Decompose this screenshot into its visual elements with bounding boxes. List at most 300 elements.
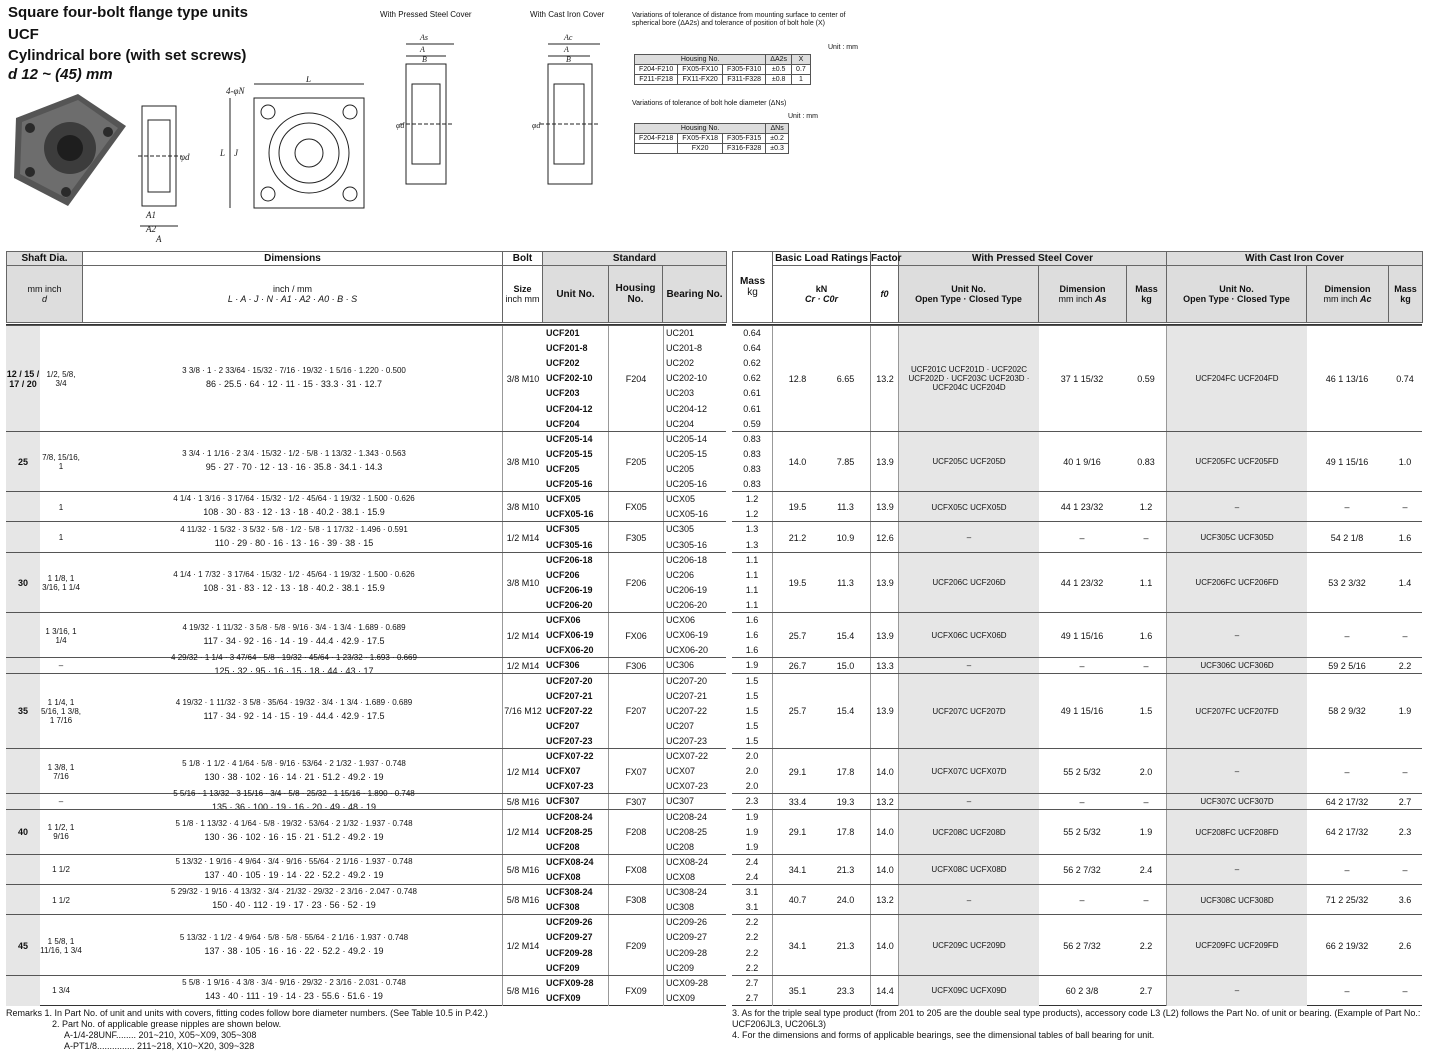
- mass-kg: 1.9: [745, 811, 759, 822]
- unit-no: UCF205-15: [546, 448, 593, 459]
- group-block-left: [6, 854, 726, 885]
- load-cr: 35.1: [772, 976, 822, 1006]
- housing-no: FX08: [608, 855, 664, 885]
- load-cor: 21.3: [836, 864, 855, 875]
- shaft-mm: [6, 885, 40, 915]
- load-cr: 25.7: [772, 613, 822, 658]
- left-table-header: Shaft Dia. Dimensions Bolt Standard mm inch d inch / mm L · A · J · N · A1 · A2 · A0 · B · S Size inch mm Unit No. Housing No. Bearing No.: [6, 251, 727, 323]
- shaft-mm: [6, 794, 40, 809]
- tolerance1-title: Variations of tolerance of distance from mounting surface to center of spherical bore (ΔA2s) and tolerance of position of bolt hole (X): [632, 12, 846, 27]
- pressed-caption: With Pressed Steel Cover: [380, 10, 472, 19]
- dims-mm: 135 · 36 · 100 · 19 · 16 · 20 · 49 · 48 · 19: [211, 801, 377, 812]
- cast-dim: 49 1 15/16: [1325, 456, 1369, 467]
- cast-dim: –: [1344, 864, 1350, 875]
- mass-kg: 2.2: [745, 962, 759, 973]
- bearing-no: UC305: [666, 524, 695, 535]
- mass-kg: 1.3: [745, 524, 759, 535]
- dims-inch: 5 13/32 · 1 9/16 · 4 9/64 · 3/4 · 9/16 · 55/64 · 2 1/16 · 1.937 · 0.748: [175, 856, 413, 866]
- shaft-inch: 1 3/16, 1 1/4: [45, 626, 77, 645]
- mass-kg: 2.7: [745, 992, 759, 1003]
- housing-no: F209: [608, 915, 664, 975]
- svg-text:Ac: Ac: [564, 33, 573, 42]
- bolt-size: 1/2 M14: [502, 522, 543, 552]
- unit-no: UCFX09-28: [546, 977, 594, 988]
- pressed-unit-no: UCFX06C UCFX06D: [898, 613, 1039, 658]
- factor-f0: 14.0: [870, 810, 899, 855]
- unit-no: UCFX06-19: [546, 630, 594, 641]
- shaft-mm: 40: [6, 810, 40, 855]
- bolt-size: 5/8 M16: [502, 855, 543, 885]
- group-block-right: [732, 914, 1422, 975]
- dimensions-header: Dimensions: [83, 252, 503, 266]
- mass-kg: 1.5: [745, 690, 759, 701]
- shaft-inch: 1 1/4, 1 5/16, 1 3/8, 1 7/16: [40, 697, 82, 725]
- cast-dim: 59 2 5/16: [1328, 660, 1366, 671]
- load-cor: 17.8: [836, 827, 855, 838]
- load-cor: 6.65: [836, 373, 855, 384]
- unit-no: UCF208-25: [546, 826, 593, 837]
- pressed-dim: –: [1079, 660, 1085, 671]
- dims-mm: 125 · 32 · 95 · 16 · 15 · 18 · 44 · 43 · 17: [214, 665, 374, 676]
- unit-no: UCF204: [546, 418, 580, 429]
- housing-no: F207: [608, 674, 664, 750]
- cast-mass: –: [1402, 864, 1408, 875]
- unit-no: UCF206-18: [546, 554, 593, 565]
- dims-inch: 5 5/16 · 1 13/32 · 3 15/16 · 3/4 · 5/8 · 25/32 · 1 15/16 · 1.890 · 0.748: [173, 789, 415, 798]
- group-block-left: [6, 975, 726, 1006]
- pressed-unit-no: UCFX08C UCFX08D: [898, 855, 1039, 885]
- group-block-left: [6, 914, 726, 975]
- bolt-size: 1/2 M14: [502, 810, 543, 855]
- pressed-mass: 1.1: [1139, 577, 1153, 588]
- unit-no: UCF307: [546, 796, 580, 807]
- factor-f0: 14.4: [870, 976, 899, 1006]
- svg-text:A: A: [564, 45, 569, 54]
- factor-f0: 13.2: [870, 326, 899, 432]
- pressed-dim: 56 2 7/32: [1063, 940, 1101, 951]
- mass-kg: 2.0: [745, 766, 759, 777]
- mass-kg: 1.1: [745, 569, 759, 580]
- bolt-size: 5/8 M16: [502, 885, 543, 915]
- pressed-unit-no: –: [898, 794, 1039, 809]
- load-cr: 19.5: [772, 492, 822, 522]
- shaft-mm: [6, 976, 40, 1006]
- dims-inch: 4 11/32 · 1 5/32 · 3 5/32 · 5/8 · 1/2 · 5/8 · 1 17/32 · 1.496 · 0.591: [180, 524, 408, 534]
- unit-no: UCFX09: [546, 992, 581, 1003]
- housing-no: F205: [608, 432, 664, 492]
- bearing-no: UC208-24: [666, 811, 708, 822]
- bore-type: Cylindrical bore (with set screws): [8, 47, 247, 64]
- shaft-mm: [6, 855, 40, 885]
- pressed-mass: –: [1143, 895, 1149, 906]
- cast-dim: –: [1344, 985, 1350, 996]
- pressed-mass: 2.0: [1139, 766, 1153, 777]
- pressed-unit-no: UCF201C UCF201D · UCF202C UCF202D · UCF203C UCF203D · UCF204C UCF204D: [898, 326, 1039, 432]
- pressed-unit-no: UCFX09C UCFX09D: [898, 976, 1039, 1006]
- left-table-body: [6, 324, 726, 1006]
- svg-text:A2: A2: [146, 224, 156, 234]
- shaft-inch: 1 1/8, 1 3/16, 1 1/4: [42, 573, 80, 592]
- pressed-mass: 1.5: [1139, 706, 1153, 717]
- mass-kg: 1.2: [745, 494, 759, 505]
- dims-mm: 108 · 30 · 83 · 12 · 13 · 18 · 40.2 · 38.1 · 15.9: [203, 507, 385, 518]
- unit-no: UCFX05: [546, 494, 581, 505]
- load-cr: 33.4: [772, 794, 822, 809]
- unit-no: UCFX07-23: [546, 781, 594, 792]
- factor-f0: 12.6: [870, 522, 899, 552]
- group-block-left: [6, 431, 726, 492]
- unit-no: UCF207: [546, 720, 580, 731]
- pressed-unit-no: UCF208C UCF208D: [898, 810, 1039, 855]
- group-block-left: [6, 491, 726, 522]
- unit-no: UCF308-24: [546, 887, 593, 898]
- shaft-inch: 1: [58, 533, 64, 543]
- factor-f0: 13.9: [870, 553, 899, 613]
- dims-inch: 3 3/4 · 1 1/16 · 2 3/4 · 15/32 · 1/2 · 5/8 · 1 13/32 · 1.343 · 0.563: [182, 448, 406, 458]
- shaft-inch: 1 1/2: [52, 865, 70, 875]
- cast-unit-no: UCF206FC UCF206FD: [1166, 553, 1307, 613]
- bearing-no: UC207-20: [666, 675, 708, 686]
- group-block-right: [732, 521, 1422, 552]
- cast-mass: 2.2: [1398, 660, 1412, 671]
- dims-mm: 108 · 31 · 83 · 12 · 13 · 18 · 40.2 · 38.1 · 15.9: [203, 582, 385, 593]
- factor-f0: 13.3: [870, 658, 899, 673]
- unit-no: UCFX07-22: [546, 751, 594, 762]
- factor-f0: 13.9: [870, 674, 899, 750]
- group-block-left: [6, 521, 726, 552]
- group-block-left: [6, 325, 726, 432]
- cast-dim: 46 1 13/16: [1325, 373, 1369, 384]
- pressed-dim: 44 1 23/32: [1060, 577, 1104, 588]
- load-cor: 11.3: [837, 502, 854, 513]
- load-cor: 17.8: [836, 766, 855, 777]
- cast-mass: 2.6: [1398, 940, 1412, 951]
- unit-no: UCF209-28: [546, 947, 593, 958]
- cast-dim: 64 2 17/32: [1325, 796, 1369, 807]
- unit-no: UCF207-23: [546, 735, 593, 746]
- mass-kg: 1.1: [745, 554, 759, 565]
- pressed-dim: –: [1079, 532, 1085, 543]
- mass-kg: 0.62: [743, 373, 761, 384]
- bearing-no: UCX09-28: [666, 977, 709, 988]
- factor-f0: 13.2: [870, 885, 899, 915]
- cast-unit-no: –: [1166, 976, 1307, 1006]
- pressed-dim: –: [1079, 895, 1085, 906]
- dims-inch: 5 1/8 · 1 1/2 · 4 1/64 · 5/8 · 9/16 · 53/64 · 2 1/32 · 1.937 · 0.748: [182, 758, 406, 768]
- group-block-left: [6, 789, 726, 812]
- cast-unit-no: UCF307C UCF307D: [1166, 794, 1307, 809]
- housing-no: F204: [608, 326, 664, 432]
- mass-kg: 1.1: [745, 584, 759, 595]
- cast-unit-no: UCF205FC UCF205FD: [1166, 432, 1307, 492]
- cast-unit-no: –: [1166, 613, 1307, 658]
- bearing-no: UC205-15: [666, 448, 708, 459]
- pressed-unit-no: –: [898, 885, 1039, 915]
- shaft-inch: 1: [58, 502, 64, 512]
- dims-mm: 143 · 40 · 111 · 19 · 14 · 23 · 55.6 · 51.6 · 19: [205, 990, 383, 1001]
- bolt-header: Bolt: [503, 252, 543, 266]
- bearing-no: UCX06: [666, 615, 696, 626]
- cast-dim: 54 2 1/8: [1330, 532, 1364, 543]
- mass-kg: 0.83: [743, 479, 761, 490]
- pressed-mass: –: [1143, 532, 1149, 543]
- cast-unit-no: UCF207FC UCF207FD: [1166, 674, 1307, 750]
- mass-kg: 1.5: [745, 675, 759, 686]
- load-cr: 25.7: [772, 674, 822, 750]
- svg-text:As: As: [420, 33, 428, 42]
- bearing-no: UC203: [666, 388, 695, 399]
- pressed-dim: 55 2 5/32: [1063, 766, 1101, 777]
- dims-mm: 117 · 34 · 92 · 16 · 14 · 19 · 44.4 · 42.9 · 17.5: [203, 635, 385, 646]
- bearing-no: UC202: [666, 358, 695, 369]
- mass-kg: 1.5: [745, 735, 759, 746]
- load-cor: 21.3: [836, 940, 855, 951]
- unit-no: UCFX05-16: [546, 509, 594, 520]
- pressed-dim: 37 1 15/32: [1060, 373, 1104, 384]
- flange-drawing: [130, 76, 380, 246]
- pressed-dim: 44 1 23/32: [1060, 502, 1104, 513]
- load-cr: 34.1: [772, 855, 822, 885]
- svg-text:φd: φd: [180, 152, 190, 162]
- unit-no: UCFX06: [546, 615, 581, 626]
- cast-mass: 2.3: [1398, 827, 1412, 838]
- pressed-mass: 1.2: [1139, 502, 1153, 513]
- mass-kg: 1.6: [745, 630, 759, 641]
- mass-kg: 0.83: [743, 448, 761, 459]
- dims-inch: 3 3/8 · 1 · 2 33/64 · 15/32 · 7/16 · 19/32 · 1 5/16 · 1.220 · 0.500: [182, 365, 406, 375]
- bearing-no: UCX07: [666, 766, 696, 777]
- dims-mm: 110 · 29 · 80 · 16 · 13 · 16 · 39 · 38 · 15: [214, 537, 374, 548]
- svg-text:φd: φd: [532, 121, 541, 130]
- load-cor: 24.0: [836, 895, 855, 906]
- bearing-no: UC307: [666, 796, 695, 807]
- group-block-right: [732, 884, 1422, 915]
- pressed-mass: 2.7: [1139, 985, 1153, 996]
- bearing-no: UC209-28: [666, 947, 708, 958]
- unit-no: UCF209-26: [546, 917, 593, 928]
- housing-no: F307: [608, 794, 664, 809]
- cast-mass: 1.6: [1398, 532, 1412, 543]
- unit-no: UCF205: [546, 463, 580, 474]
- shaft-mm: [6, 522, 40, 552]
- tolerance2-table: Housing No. ΔNs F204-F218 FX05-FX18 F305-F315 ±0.2 FX20 F316-F328 ±0.3: [634, 123, 789, 154]
- shaft-inch: 1 1/2, 1 9/16: [47, 823, 75, 842]
- group-block-left: [6, 612, 726, 658]
- load-cr: 26.7: [772, 658, 822, 673]
- bearing-no: UC202-10: [666, 373, 708, 384]
- shaft-mm: 30: [6, 553, 40, 613]
- mass-kg: 0.83: [743, 433, 761, 444]
- cast-unit-no: UCF204FC UCF204FD: [1166, 326, 1307, 432]
- dims-inch: 4 1/4 · 1 3/16 · 3 17/64 · 15/32 · 1/2 · 45/64 · 1 19/32 · 1.500 · 0.626: [173, 494, 415, 504]
- cast-mass: 1.9: [1398, 706, 1412, 717]
- shaft-mm: 25: [6, 432, 40, 492]
- cast-dim: –: [1344, 766, 1350, 777]
- shaft-inch: 1 1/2: [52, 895, 70, 905]
- cast-unit-no: UCF305C UCF305D: [1166, 522, 1307, 552]
- group-block-right: [732, 552, 1422, 613]
- mass-kg: 1.9: [745, 826, 759, 837]
- load-cr: 40.7: [772, 885, 822, 915]
- bolt-size: 3/8 M10: [502, 432, 543, 492]
- load-cor: 11.3: [837, 577, 854, 588]
- dims-mm: 117 · 34 · 92 · 14 · 15 · 19 · 44.4 · 42.9 · 17.5: [203, 711, 385, 722]
- bearing-no: UC207: [666, 720, 695, 731]
- bolt-size: 1/2 M14: [502, 658, 543, 673]
- mass-kg: 1.5: [745, 705, 759, 716]
- group-block-right: [732, 657, 1422, 673]
- cast-dim: 71 2 25/32: [1325, 895, 1369, 906]
- pressed-mass: 1.6: [1139, 630, 1153, 641]
- cast-unit-no: –: [1166, 492, 1307, 522]
- unit-no: UCF207-21: [546, 690, 593, 701]
- load-cr: 19.5: [772, 553, 822, 613]
- group-block-right: [732, 491, 1422, 522]
- bolt-size: 1/2 M14: [502, 915, 543, 975]
- group-block-left: [6, 673, 726, 750]
- dims-mm: 86 · 25.5 · 64 · 12 · 11 · 15 · 33.3 · 31 · 12.7: [206, 378, 382, 389]
- bearing-no: UC208: [666, 841, 695, 852]
- bearing-no: UC206: [666, 569, 695, 580]
- load-cor: 15.0: [836, 660, 855, 671]
- cast-mass: 3.6: [1398, 895, 1412, 906]
- mass-kg: 2.7: [745, 977, 759, 988]
- bolt-size: 3/8 M10: [502, 326, 543, 432]
- bearing-no: UC306: [666, 660, 695, 671]
- shaft-mm: 35: [6, 674, 40, 750]
- dims-mm: 137 · 40 · 105 · 19 · 14 · 22 · 52.2 · 49.2 · 19: [204, 869, 384, 880]
- mass-kg: 0.62: [743, 358, 761, 369]
- unit-no: UCF306: [546, 660, 580, 671]
- pressed-dim: 60 2 3/8: [1065, 985, 1099, 996]
- bearing-no: UC204: [666, 418, 695, 429]
- cast-unit-no: UCF308C UCF308D: [1166, 885, 1307, 915]
- unit-no: UCF201-8: [546, 343, 588, 354]
- bearing-no: UC207-22: [666, 705, 708, 716]
- bearing-no: UC209-26: [666, 917, 708, 928]
- cast-unit-no: UCF209FC UCF209FD: [1166, 915, 1307, 975]
- mass-kg: 3.1: [745, 887, 759, 898]
- factor-f0: 13.9: [870, 432, 899, 492]
- bearing-no: UCX07-22: [666, 751, 709, 762]
- unit-no: UCFX07: [546, 766, 581, 777]
- dims-inch: 5 5/8 · 1 9/16 · 4 3/8 · 3/4 · 9/16 · 29/32 · 2 3/16 · 2.031 · 0.748: [182, 977, 406, 987]
- series-code: UCF: [8, 26, 39, 43]
- cast-dim: 64 2 17/32: [1325, 827, 1369, 838]
- cast-mass: –: [1402, 630, 1408, 641]
- svg-text:B: B: [422, 55, 427, 64]
- factor-f0: 14.0: [870, 855, 899, 885]
- bearing-no: UC305-16: [666, 539, 708, 550]
- group-block-left: [6, 653, 726, 676]
- unit-no: UCF202: [546, 358, 580, 369]
- mass-kg: 2.2: [745, 932, 759, 943]
- dims-mm: 150 · 40 · 112 · 19 · 17 · 23 · 56 · 52 · 19: [212, 900, 376, 911]
- cast-mass: –: [1402, 985, 1408, 996]
- cast-dim: 58 2 9/32: [1328, 706, 1366, 717]
- dims-mm: 130 · 36 · 102 · 16 · 15 · 21 · 51.2 · 49.2 · 19: [204, 832, 384, 843]
- unit-no: UCF206-19: [546, 584, 593, 595]
- bearing-no: UC205: [666, 463, 695, 474]
- bolt-size: 3/8 M10: [502, 553, 543, 613]
- cast-unit-no: –: [1166, 749, 1307, 794]
- svg-text:4-φN: 4-φN: [226, 86, 245, 96]
- shaft-inch: 7/8, 15/16, 1: [42, 452, 80, 471]
- load-cor: 19.3: [836, 796, 855, 807]
- pressed-dim: 56 2 7/32: [1063, 864, 1101, 875]
- housing-no: F308: [608, 885, 664, 915]
- bearing-no: UCX05: [666, 494, 696, 505]
- mass-kg: 0.64: [743, 328, 761, 338]
- shaft-mm: 45: [6, 915, 40, 975]
- load-cr: 34.1: [772, 915, 822, 975]
- cast-dim: 53 2 3/32: [1328, 577, 1366, 588]
- dims-mm: 137 · 38 · 105 · 16 · 16 · 22 · 52.2 · 49.2 · 19: [204, 945, 384, 956]
- load-cor: 15.4: [836, 630, 855, 641]
- mass-kg: 2.2: [745, 947, 759, 958]
- dims-inch: 4 19/32 · 1 11/32 · 3 5/8 · 5/8 · 9/16 · 3/4 · 1 3/4 · 1.689 · 0.689: [182, 622, 406, 632]
- unit-no: UCF203: [546, 388, 580, 399]
- svg-text:L: L: [306, 76, 312, 84]
- load-cor: 7.85: [836, 456, 855, 467]
- load-cr: 12.8: [772, 326, 822, 432]
- unit-no: UCF208: [546, 841, 580, 852]
- housing-no: FX09: [608, 976, 664, 1006]
- load-cor: 10.9: [836, 532, 855, 543]
- shaft-mm: [6, 749, 40, 794]
- unit-no: UCF206-20: [546, 599, 593, 610]
- bearing-no: UC206-18: [666, 554, 708, 565]
- bore-range: d 12 ~ (45) mm: [8, 66, 113, 83]
- mass-kg: 1.6: [745, 645, 759, 656]
- pressed-unit-no: –: [898, 658, 1039, 673]
- bearing-no: UC206-19: [666, 584, 708, 595]
- bearing-no: UCX09: [666, 992, 696, 1003]
- load-cor: 15.4: [836, 706, 855, 717]
- pressed-dim: –: [1079, 796, 1085, 807]
- load-cor: 23.3: [836, 985, 855, 996]
- housing-no: F305: [608, 522, 664, 552]
- group-block-right: [732, 673, 1422, 750]
- mass-kg: 1.3: [745, 539, 759, 550]
- housing-no: F306: [608, 658, 664, 673]
- bearing-no: UC209: [666, 962, 695, 973]
- pressed-dim: 49 1 15/16: [1060, 630, 1104, 641]
- group-block-right: [732, 809, 1422, 855]
- group-block-left: [6, 552, 726, 613]
- group-block-left: [6, 809, 726, 855]
- pressed-mass: 2.4: [1139, 864, 1153, 875]
- tolerance2-title: Variations of tolerance of bolt hole diameter (ΔNs): [632, 100, 787, 107]
- pressed-mass: 1.9: [1139, 827, 1153, 838]
- svg-text:B: B: [566, 55, 571, 64]
- group-block-left: [6, 748, 726, 794]
- dims-mm: 130 · 38 · 102 · 16 · 14 · 21 · 51.2 · 49.2 · 19: [204, 771, 384, 782]
- shaft-mm: [6, 658, 40, 673]
- svg-text:φd: φd: [396, 121, 405, 130]
- unit-no: UCF209-27: [546, 932, 593, 943]
- mass-kg: 2.4: [745, 871, 759, 882]
- unit-no: UCF308: [546, 902, 580, 913]
- unit-no: UCF305-16: [546, 539, 593, 550]
- bearing-no: UCX05-16: [666, 509, 709, 520]
- shaft-inch: 1 3/8, 1 7/16: [47, 762, 75, 781]
- load-cr: 21.2: [772, 522, 822, 552]
- right-table-header: Mass kg Basic Load Ratings Factor With Pressed Steel Cover With Cast Iron Cover kN Cr · C0r f0 Unit No. Open Type · Closed Type Dimension mm inch As Mass kg Unit No. Open Type · Closed Type Dimension mm inch Ac Mass kg: [732, 251, 1423, 323]
- svg-text:A: A: [420, 45, 425, 54]
- bearing-no: UC206-20: [666, 599, 708, 610]
- cast-unit-no: –: [1166, 855, 1307, 885]
